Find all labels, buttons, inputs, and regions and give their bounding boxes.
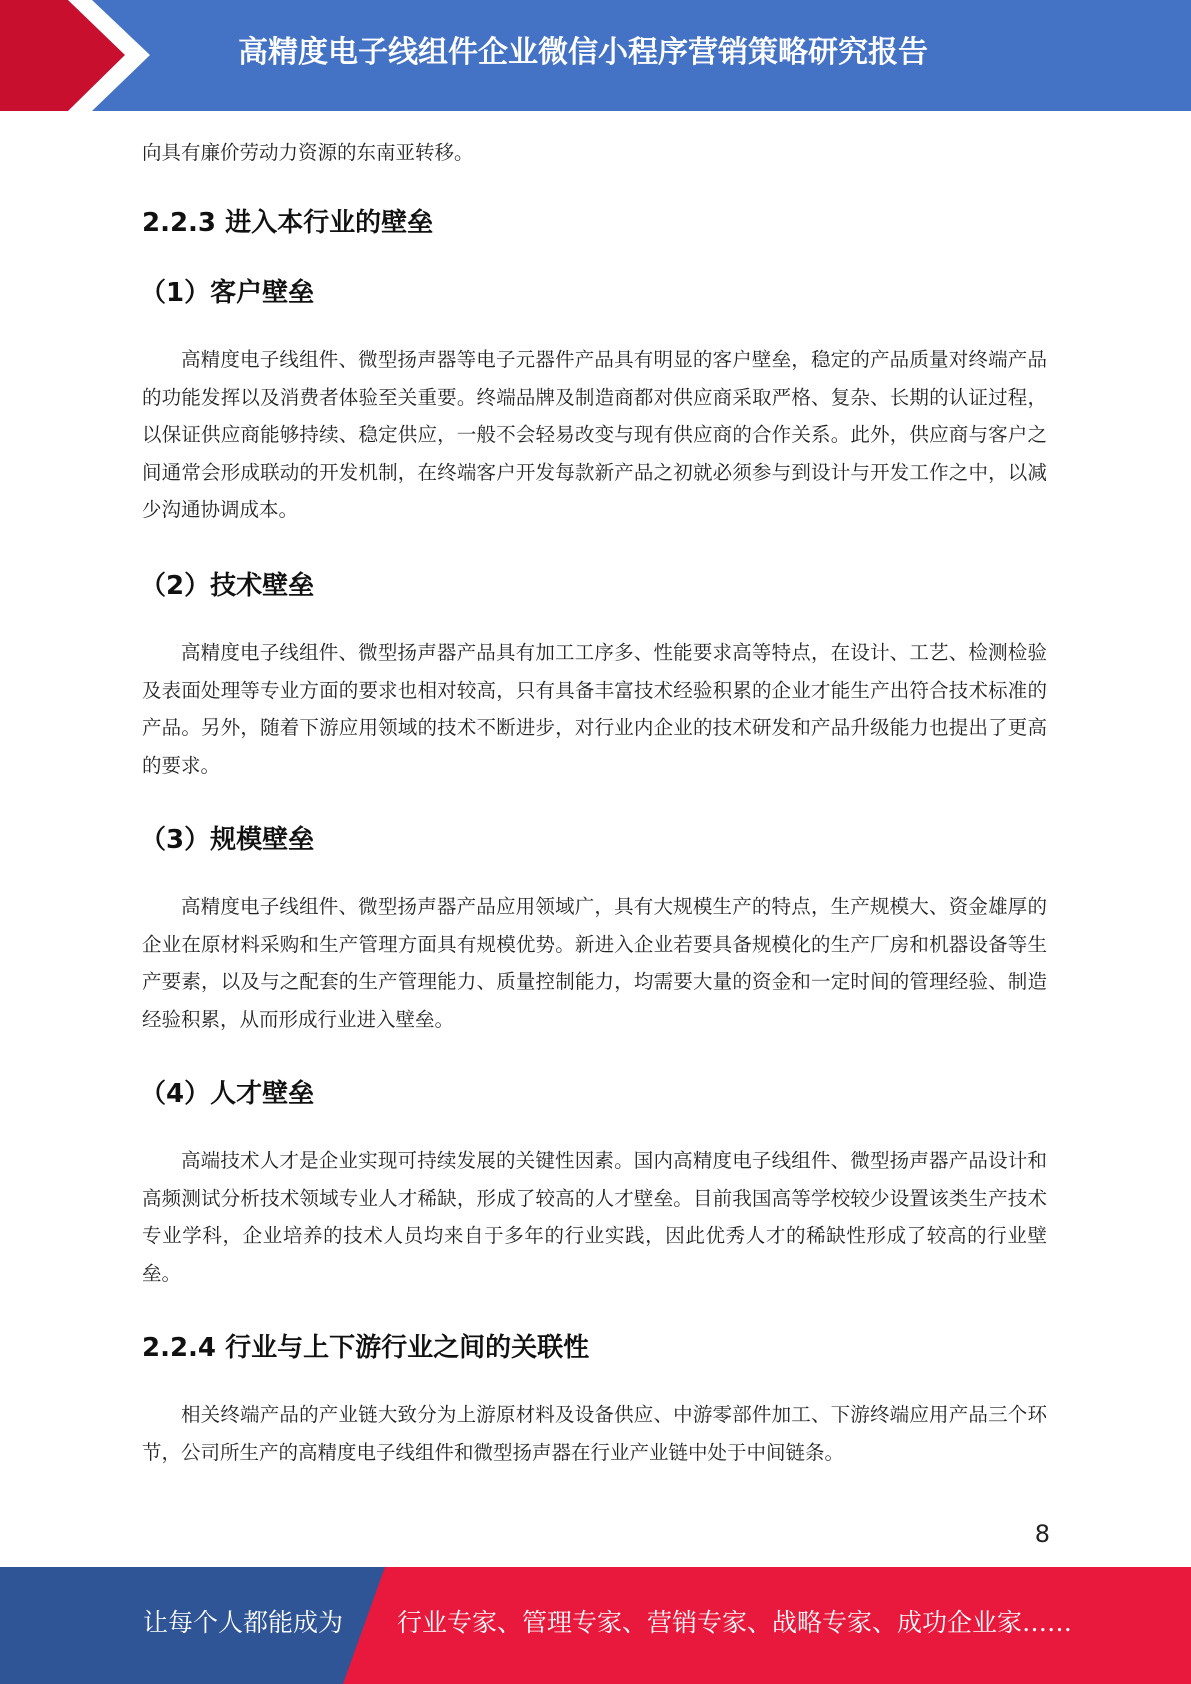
page-number: 8 [1034,1520,1050,1548]
section-heading-2-2-3: 2.2.3 进入本行业的壁垒 [142,208,434,238]
barrier-text-scale: 高精度电子线组件、微型扬声器产品应用领域广，具有大规模生产的特点，生产规模大、资金雄厚的企业在原材料采购和生产管理方面具有规模优势。新进入企业若要具备规模化的生产厂房和机器设备等生产要素，以及与之配套的生产管理能力、质量控制能力，均需要大量的资金和一定时间的管理经验、制造经验积累，从而形成行业进入壁垒。 [142,895,1047,1031]
barrier-heading-scale: （3）规模壁垒 [140,825,315,855]
footer-slogan-left: 让每个人都能成为 [143,1608,344,1637]
header-arrow-decoration [0,0,160,111]
section-2-2-4-paragraph: 相关终端产品的产业链大致分为上游原材料及设备供应、中游零部件加工、下游终端应用产品三个环节，公司所生产的高精度电子线组件和微型扬声器在行业产业链中处于中间链条。 [142,1403,1047,1464]
page-header [0,0,1191,111]
barrier-heading-talent: （4）人才壁垒 [140,1079,315,1109]
page-footer [0,1567,1191,1684]
barrier-text-customer: 高精度电子线组件、微型扬声器等电子元器件产品具有明显的客户壁垒，稳定的产品质量对终端产品的功能发挥以及消费者体验至关重要。终端品牌及制造商都对供应商采取严格、复杂、长期的认证过程，以保证供应商能够持续、稳定供应，一般不会轻易改变与现有供应商的合作关系。此外，供应商与客户之间通常会形成联动的开发机制，在终端客户开发每款新产品之初就必须参与到设计与开发工作之中，以减少沟通协调成本。 [142,348,1047,521]
section-heading-2-2-4: 2.2.4 行业与上下游行业之间的关联性 [142,1333,590,1363]
barrier-heading-customer: （1）客户壁垒 [140,278,315,308]
barrier-text-talent: 高端技术人才是企业实现可持续发展的关键性因素。国内高精度电子线组件、微型扬声器产品设计和高频测试分析技术领域专业人才稀缺，形成了较高的人才壁垒。目前我国高等学校较少设置该类生产技术专业学科，企业培养的技术人员均来自于多年的行业实践，因此优秀人才的稀缺性形成了较高的行业壁垒。 [142,1149,1047,1285]
barrier-heading-technology: （2）技术壁垒 [140,571,315,601]
footer-slogan-right: 行业专家、管理专家、营销专家、战略专家、成功企业家…… [397,1608,1073,1637]
intro-paragraph: 向具有廉价劳动力资源的东南亚转移。 [142,141,474,164]
barrier-text-technology: 高精度电子线组件、微型扬声器产品具有加工工序多、性能要求高等特点，在设计、工艺、检测检验及表面处理等专业方面的要求也相对较高，只有具备丰富技术经验积累的企业才能生产出符合技术标准的产品。另外，随着下游应用领域的技术不断进步，对行业内企业的技术研发和产品升级能力也提出了更高的要求。 [142,641,1047,777]
report-title: 高精度电子线组件企业微信小程序营销策略研究报告 [238,35,928,70]
